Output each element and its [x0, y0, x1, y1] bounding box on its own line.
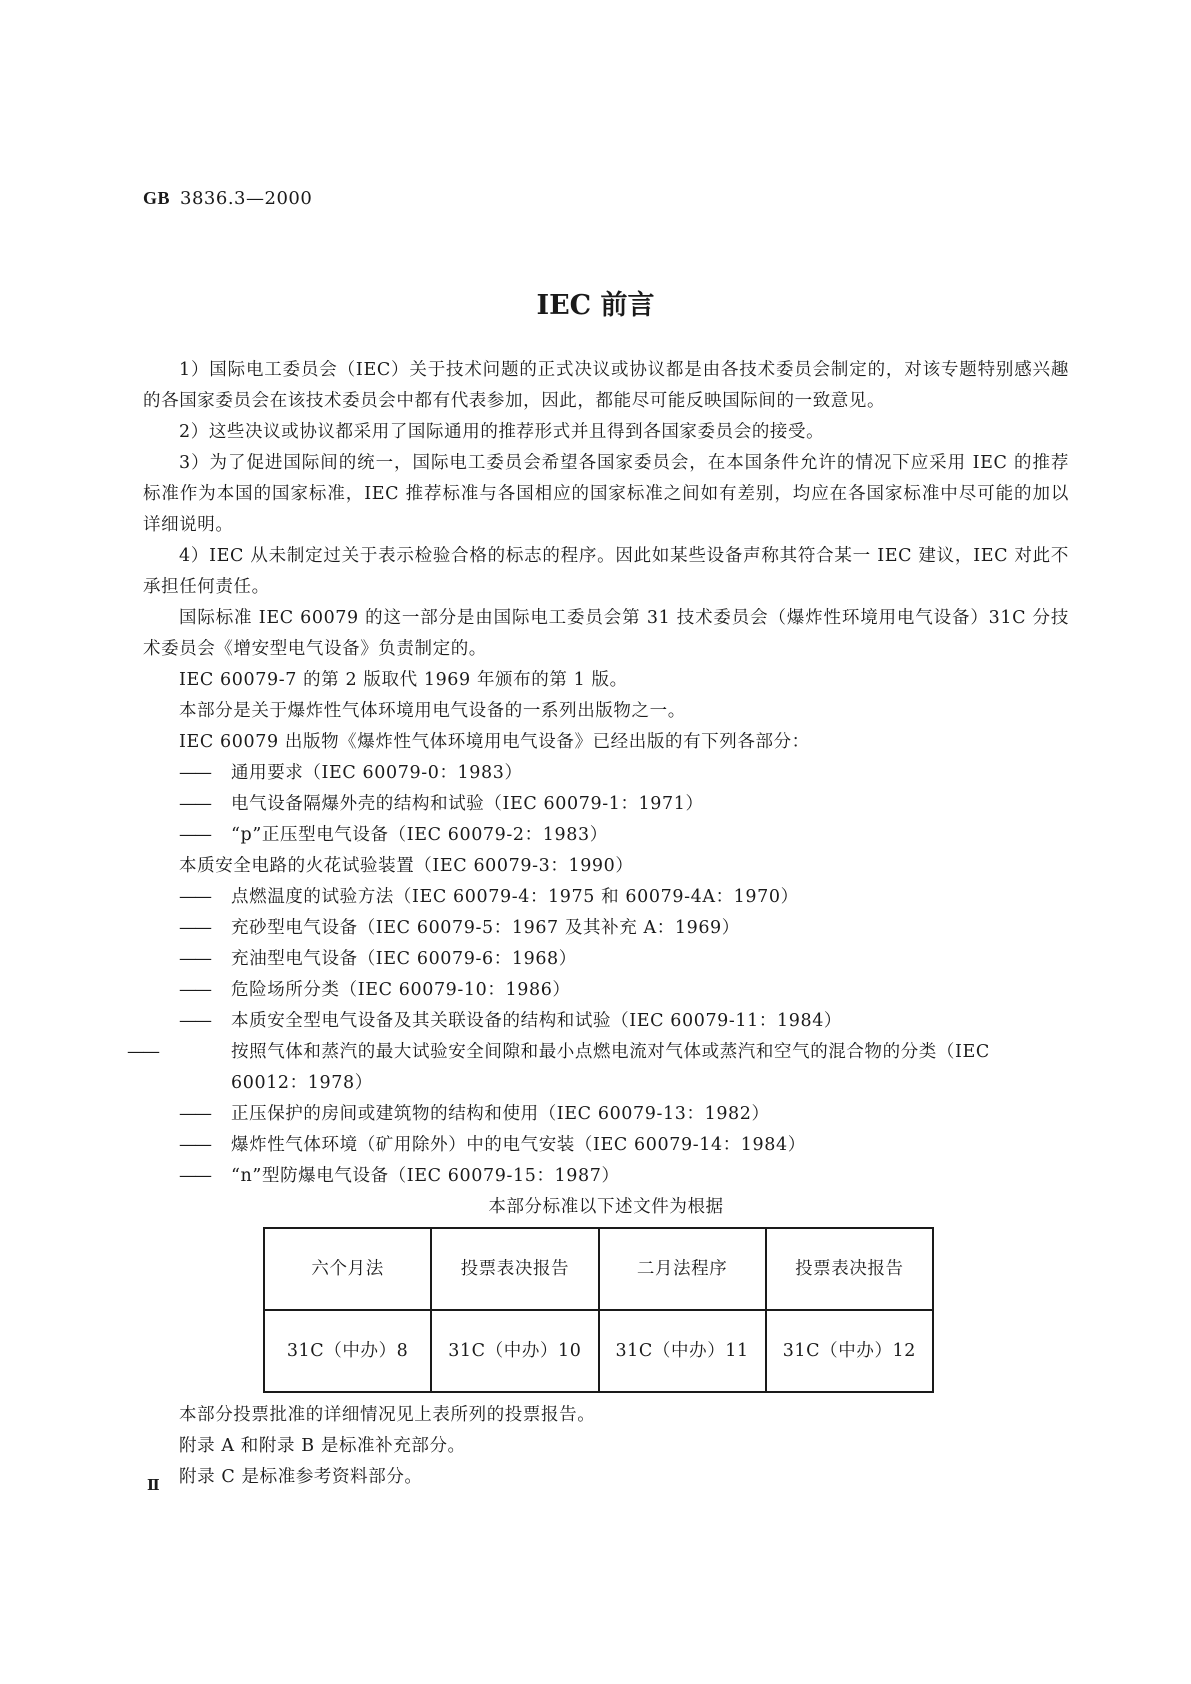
table-header-cell: 投票表决报告	[431, 1228, 598, 1310]
list-item: ——正压保护的房间或建筑物的结构和使用（IEC 60079-13：1982）	[143, 1099, 1069, 1130]
table-caption: 本部分标准以下述文件为根据	[488, 1197, 724, 1217]
table-header-cell: 六个月法	[264, 1228, 431, 1310]
paragraph: 国际标准 IEC 60079 的这一部分是由国际电工委员会第 31 技术委员会（爆炸性环境用电气设备）31C 分技术委员会《增安型电气设备》负责制定的。	[143, 608, 1069, 659]
list-item: ——充砂型电气设备（IEC 60079-5：1967 及其补充 A：1969）	[143, 913, 1069, 944]
standard-number	[143, 188, 312, 209]
paragraph: 4）IEC 从未制定过关于表示检验合格的标志的程序。因此如某些设备声称其符合某一 IEC 建议，IEC 对此不承担任何责任。	[143, 546, 1069, 597]
paragraph: 附录 A 和附录 B 是标准补充部分。	[179, 1436, 466, 1456]
table-cell: 31C（中办）8	[264, 1310, 431, 1392]
table-cell: 31C（中办）12	[766, 1310, 933, 1392]
paragraph: 1）国际电工委员会（IEC）关于技术问题的正式决议或协议都是由各技术委员会制定的，对该专题特别感兴趣的各国家委员会在该技术委员会中都有代表参加，因此，都能尽可能反映国际间的一致意见。	[143, 360, 1069, 411]
closing-notes	[143, 1400, 1069, 1493]
dash-marker	[179, 1099, 231, 1130]
list-item: ——爆炸性气体环境（矿用除外）中的电气安装（IEC 60079-14：1984）	[143, 1130, 1069, 1161]
list-item: ——危险场所分类（IEC 60079-10：1986）	[143, 975, 1069, 1006]
table-row	[264, 1310, 933, 1392]
list-item: ——充油型电气设备（IEC 60079-6：1968）	[143, 944, 1069, 975]
paragraph: 附录 C 是标准参考资料部分。	[179, 1467, 423, 1487]
paragraph: 本部分投票批准的详细情况见上表所列的投票报告。	[179, 1405, 596, 1425]
paragraph: IEC 60079-7 的第 2 版取代 1969 年颁布的第 1 版。	[179, 670, 628, 690]
dash-marker	[179, 789, 231, 820]
list-item: ——电气设备隔爆外壳的结构和试验（IEC 60079-1：1971）	[143, 789, 1069, 820]
paragraph: IEC 60079 出版物《爆炸性气体环境用电气设备》已经出版的有下列各部分：	[179, 732, 810, 752]
parts-list	[143, 758, 1069, 1192]
page-title: IEC 前言	[536, 290, 655, 321]
list-item: 本质安全电路的火花试验装置（IEC 60079-3：1990）	[179, 856, 634, 876]
list-item: ——本质安全型电气设备及其关联设备的结构和试验（IEC 60079-11：1984）	[143, 1006, 1069, 1037]
list-item: ——通用要求（IEC 60079-0：1983）	[143, 758, 1069, 789]
dash-marker	[179, 1130, 231, 1161]
dash-marker	[179, 1006, 231, 1037]
list-item: ——“n”型防爆电气设备（IEC 60079-15：1987）	[143, 1161, 1069, 1192]
dash-marker	[179, 758, 231, 789]
table-header-cell: 二月法程序	[599, 1228, 766, 1310]
page-number: Ⅱ	[147, 1476, 160, 1494]
table-cell: 31C（中办）10	[431, 1310, 598, 1392]
paragraph: 本部分是关于爆炸性气体环境用电气设备的一系列出版物之一。	[179, 701, 686, 721]
dash-marker	[179, 975, 231, 1006]
dash-marker	[179, 944, 231, 975]
standard-code: 3836.3—2000	[180, 188, 313, 209]
dash-marker	[179, 1161, 231, 1192]
dash-marker	[179, 820, 231, 851]
dash-marker	[179, 1037, 231, 1068]
list-item: ——“p”正压型电气设备（IEC 60079-2：1983）	[143, 820, 1069, 851]
dash-marker	[179, 913, 231, 944]
dash-marker	[179, 882, 231, 913]
list-item: ——按照气体和蒸汽的最大试验安全间隙和最小点燃电流对气体或蒸汽和空气的混合物的分类（IEC 60012：1978）	[143, 1037, 1069, 1099]
basis-table	[263, 1227, 934, 1393]
table-cell: 31C（中办）11	[599, 1310, 766, 1392]
paragraph: 2）这些决议或协议都采用了国际通用的推荐形式并且得到各国家委员会的接受。	[179, 422, 825, 442]
standard-prefix: GB	[143, 188, 171, 208]
list-item: ——点燃温度的试验方法（IEC 60079-4：1975 和 60079-4A：1970）	[143, 882, 1069, 913]
table-header-row	[264, 1228, 933, 1310]
paragraph: 3）为了促进国际间的统一，国际电工委员会希望各国家委员会，在本国条件允许的情况下应采用 IEC 的推荐标准作为本国的国家标准，IEC 推荐标准与各国相应的国家标准之间如有差别，均应在各国家标准中尽可能的加以详细说明。	[143, 453, 1069, 535]
table-header-cell: 投票表决报告	[766, 1228, 933, 1310]
document-body	[143, 355, 1069, 1493]
